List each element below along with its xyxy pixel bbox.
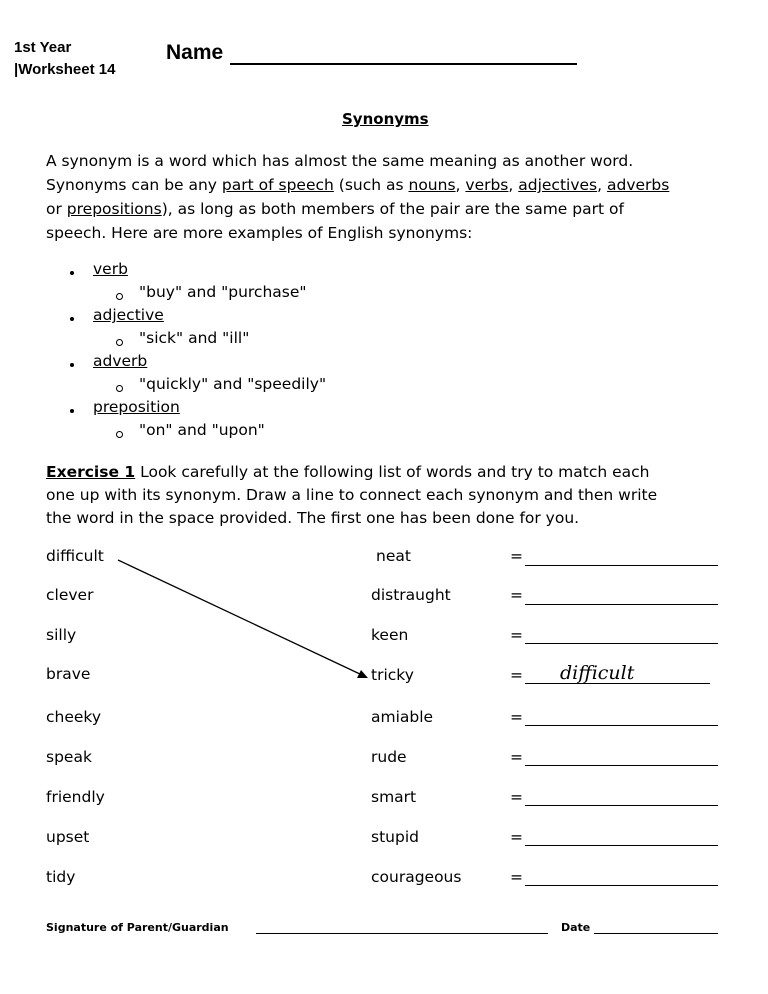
right-word[interactable]: distraught [371,586,451,604]
equals-sign: = [510,868,523,886]
right-word[interactable]: amiable [371,708,434,726]
date-label: Date [561,921,591,934]
left-word[interactable]: upset [46,828,90,846]
page-title: Synonyms [342,110,429,128]
exercise-line-1: Exercise 1 Look carefully at the following list of words and try to match each [46,463,650,481]
date-line[interactable] [594,933,718,934]
example-pair: "on" and "upon" [139,421,265,439]
intro-line-2: Synonyms can be any part of speech (such as nouns, verbs, adjectives, adverbs [46,176,670,194]
example-pair: "sick" and "ill" [139,329,250,347]
example-category[interactable]: adverb [93,352,148,370]
example-pair: "quickly" and "speedily" [139,375,327,393]
left-word[interactable]: tidy [46,868,76,886]
equals-sign: = [510,586,523,604]
example-answer: difficult [560,662,635,684]
equals-sign: = [510,788,523,806]
left-word[interactable]: brave [46,665,91,683]
left-word[interactable]: difficult [46,547,104,565]
right-word[interactable]: keen [371,626,409,644]
adjectives-link[interactable]: adjectives [518,176,598,194]
right-word[interactable]: courageous [371,868,462,886]
nouns-link[interactable]: nouns [408,176,456,194]
exercise-label: Exercise 1 [46,463,136,481]
year-label: 1st Year [14,39,72,56]
left-word[interactable]: cheeky [46,708,102,726]
name-label: Name [166,41,224,64]
intro-line-1: A synonym is a word which has almost the same meaning as another word. [46,152,634,170]
equals-sign: = [510,666,523,684]
right-word[interactable]: rude [371,748,407,766]
example-category[interactable]: verb [93,260,128,278]
prepositions-link[interactable]: prepositions [66,200,162,218]
equals-sign: = [510,708,523,726]
equals-sign: = [510,547,523,565]
signature-line[interactable] [256,933,548,934]
exercise-line-3: the word in the space provided. The first one has been done for you. [46,509,580,527]
left-word[interactable]: silly [46,626,77,644]
part-of-speech-link[interactable]: part of speech [221,176,334,194]
left-word[interactable]: speak [46,748,92,766]
exercise-line-2: one up with its synonym. Draw a line to connect each synonym and then write [46,486,658,504]
adverbs-link[interactable]: adverbs [606,176,670,194]
intro-line-4: speech. Here are more examples of English synonyms: [46,224,473,242]
right-word[interactable]: tricky [371,666,414,684]
verbs-link[interactable]: verbs [465,176,509,194]
right-word[interactable]: stupid [371,828,419,846]
right-word[interactable]: smart [371,788,417,806]
intro-line-3: or prepositions), as long as both members of the pair are the same part of [46,200,624,218]
equals-sign: = [510,748,523,766]
left-word[interactable]: friendly [46,788,105,806]
example-pair: "buy" and "purchase" [139,283,307,301]
equals-sign: = [510,626,523,644]
signature-label: Signature of Parent/Guardian [46,921,229,934]
right-word[interactable]: neat [376,547,411,565]
equals-sign: = [510,828,523,846]
worksheet-label: |Worksheet 14 [14,61,116,78]
example-category[interactable]: preposition [93,398,180,416]
left-word[interactable]: clever [46,586,94,604]
example-category[interactable]: adjective [93,306,164,324]
